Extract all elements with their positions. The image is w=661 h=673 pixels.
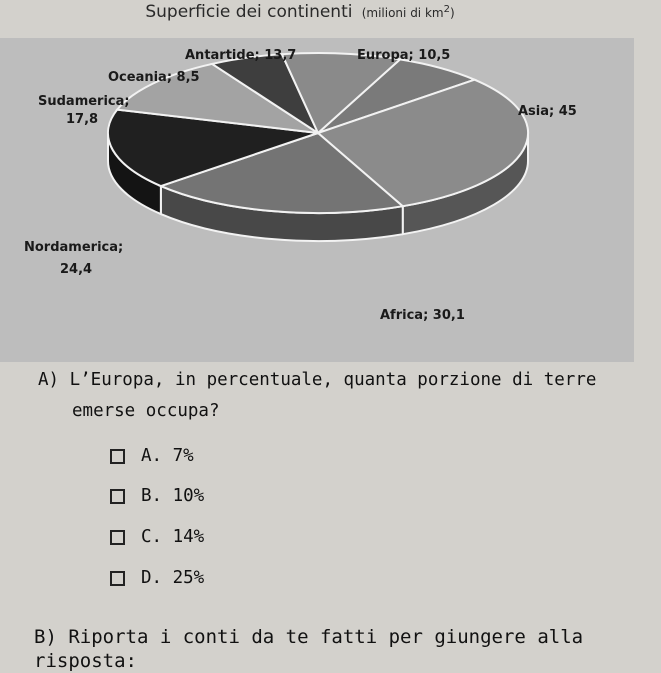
- option-c-checkbox[interactable]: [110, 530, 125, 545]
- option-d-label: D. 25%: [141, 568, 205, 588]
- label-sudamerica-value: 17,8: [66, 112, 99, 127]
- chart-title: [0, 2, 600, 22]
- label-africa: Africa; 30,1: [380, 308, 465, 323]
- label-nordamerica: Nordamerica;: [24, 240, 124, 255]
- chart-unit: [358, 6, 455, 20]
- option-d-checkbox[interactable]: [110, 571, 125, 586]
- option-a-label: A. 7%: [141, 446, 194, 466]
- label-asia: Asia; 45: [518, 104, 577, 119]
- unit-suffix: ): [449, 6, 455, 20]
- label-nordamerica-value: 24,4: [60, 262, 93, 277]
- option-b[interactable]: [110, 484, 204, 508]
- pie-chart-svg: [0, 38, 634, 362]
- label-oceania: Oceania; 8,5: [108, 70, 200, 85]
- option-d[interactable]: [110, 566, 204, 590]
- question-a-line2: emerse occupa?: [72, 401, 220, 421]
- pie-chart: [0, 38, 634, 362]
- option-c-label: C. 14%: [141, 527, 205, 547]
- unit-prefix: (milioni di km: [361, 6, 444, 20]
- label-antartide: Antartide; 13,7: [185, 48, 297, 63]
- label-europa: Europa; 10,5: [357, 48, 451, 63]
- option-c[interactable]: [110, 525, 204, 549]
- label-sudamerica: Sudamerica;: [38, 94, 130, 109]
- question-a-line1: A) L’Europa, in percentuale, quanta porzione di terre: [38, 370, 597, 390]
- option-b-checkbox[interactable]: [110, 489, 125, 504]
- option-a[interactable]: [110, 444, 194, 468]
- unit-sup: 2: [443, 4, 450, 15]
- option-b-label: B. 10%: [141, 486, 205, 506]
- chart-title-text: Superficie dei continenti: [145, 2, 353, 22]
- question-b: B) Riporta i conti da te fatti per giungere alla risposta:: [34, 626, 584, 672]
- option-a-checkbox[interactable]: [110, 449, 125, 464]
